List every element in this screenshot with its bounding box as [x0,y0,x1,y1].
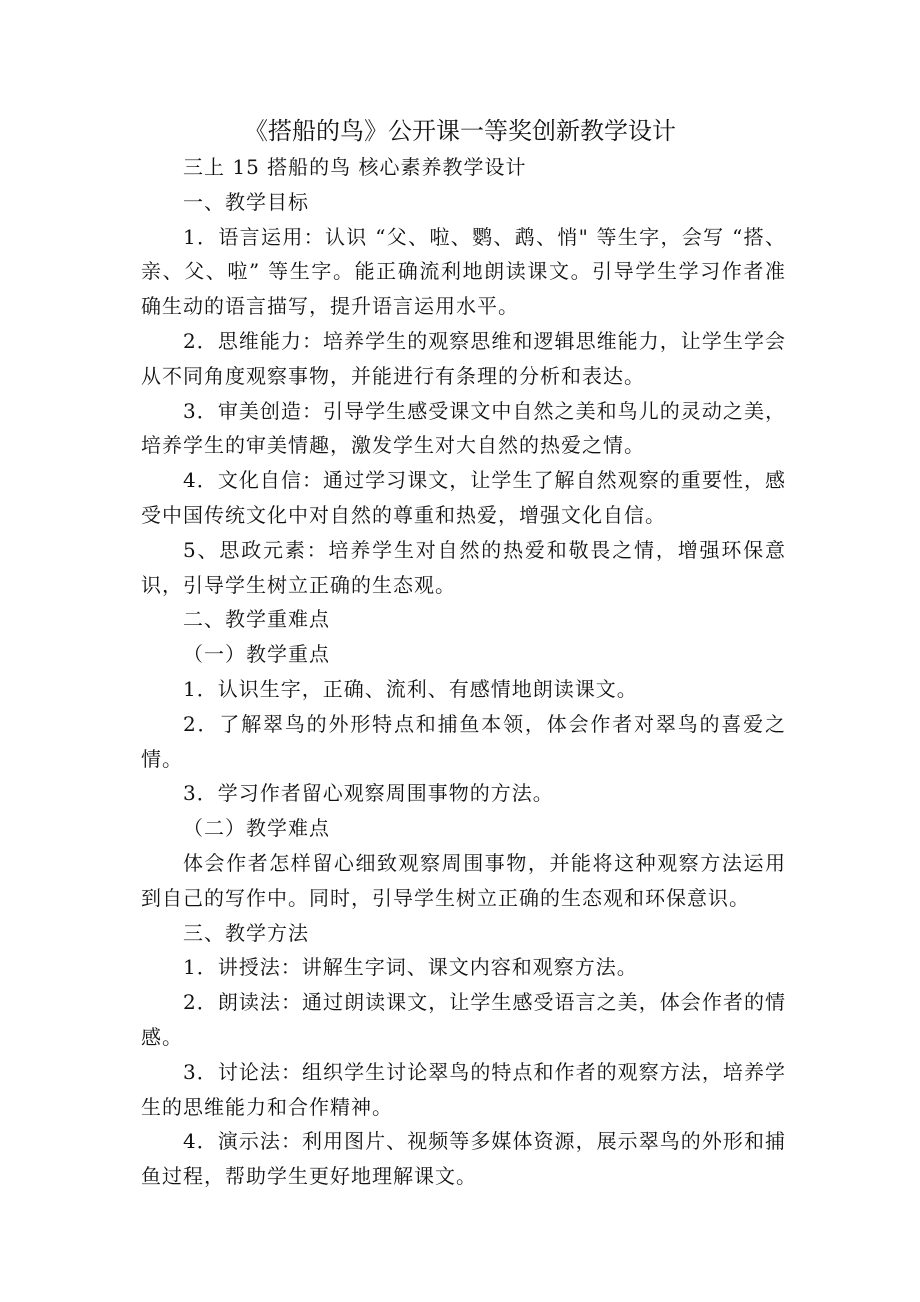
objective-language: 1．语言运用：认识 “父、啦、鹦、鹉、悄" 等生字，会写 “搭、亲、父、啦” 等生字。能正确流利地朗读课文。引导学生学习作者准确生动的语言描写，提升语言运用水平。 [141,224,786,319]
key-point-2: 2．了解翠鸟的外形特点和捕鱼本领，体会作者对翠鸟的喜爱之情。 [141,711,786,771]
objective-culture: 4．文化自信：通过学习课文，让学生了解自然观察的重要性，感受中国传统文化中对自然的尊重和热爱，增强文化自信。 [141,468,786,527]
section-heading-key-difficult: 二、教学重难点 [183,607,330,632]
document-title: 《搭船的鸟》公开课一等奖创新教学设计 [244,117,676,145]
section-heading-objectives: 一、教学目标 [183,189,309,214]
document-body [141,150,786,1194]
difficult-point-text: 体会作者怎样留心细致观察周围事物，并能将这种观察方法运用到自己的写作中。同时，引导学生树立正确的生态观和环保意识。 [141,850,786,910]
lesson-subtitle: 三上 15 搭船的鸟 核心素养教学设计 [183,155,527,179]
subheading-key-points: （一）教学重点 [183,642,330,667]
subheading-difficult-points: （二）教学难点 [183,816,330,841]
key-point-3: 3．学习作者留心观察周围事物的方法。 [183,781,554,806]
key-point-1: 1．认识生字，正确、流利、有感情地朗读课文。 [183,676,638,701]
method-reading: 2．朗读法：通过朗读课文，让学生感受语言之美，体会作者的情感。 [141,990,786,1049]
objective-thinking: 2．思维能力：培养学生的观察思维和逻辑思维能力，让学生学会从不同角度观察事物，并能进行有条理的分析和表达。 [141,328,786,388]
objective-aesthetic: 3．审美创造：引导学生感受课文中自然之美和鸟儿的灵动之美，培养学生的审美情趣，激发学生对大自然的热爱之情。 [141,398,786,458]
method-demonstration: 4．演示法：利用图片、视频等多媒体资源，展示翠鸟的外形和捕鱼过程，帮助学生更好地理解课文。 [141,1129,786,1189]
objective-ideology: 5、思政元素：培养学生对自然的热爱和敬畏之情，增强环保意识，引导学生树立正确的生态观。 [141,537,786,597]
method-discussion: 3．讨论法：组织学生讨论翠鸟的特点和作者的观察方法，培养学生的思维能力和合作精神。 [141,1059,786,1119]
section-heading-methods: 三、教学方法 [183,920,309,945]
method-lecture: 1．讲授法：讲解生字词、课文内容和观察方法。 [183,955,638,980]
